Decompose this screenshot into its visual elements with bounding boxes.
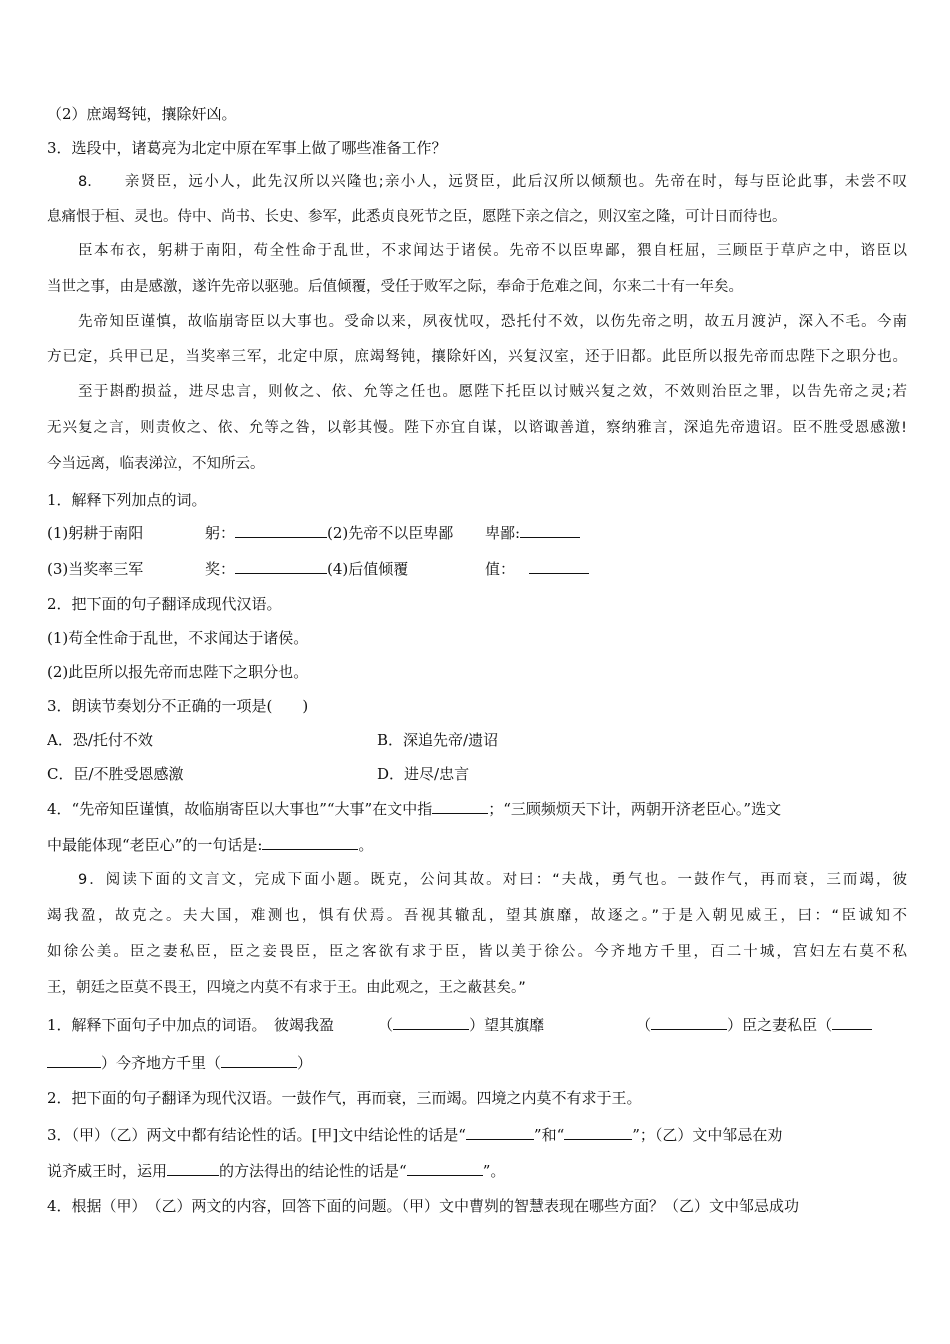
q9-q3-blank-3[interactable] — [167, 1160, 219, 1176]
q8-q1-item-b-word: 卑鄙: — [485, 524, 521, 542]
q8-q1-b-blank[interactable] — [520, 522, 580, 538]
q8-para2-line1: 臣本布衣，躬耕于南阳，苟全性命于乱世，不求闻达于诸侯。先帝不以臣卑鄙，猥自枉屈，三顾臣于草庐之中，谘臣以 — [78, 243, 907, 259]
q8-para1-line2: 息痛恨于桓、灵也。侍中、尚书、长史、参军，此悉贞良死节之臣，愿陛下亲之信之，则汉室之隆，可计日而待也。 — [47, 209, 787, 225]
q8-question-4-line2 — [47, 834, 907, 855]
q8-para2-line2: 当世之事，由是感激，遂许先帝以驱驰。后值倾覆，受任于败军之际，奉命于危难之间，尔来二十有一年矣。 — [47, 279, 743, 295]
q9-q3-blank-4[interactable] — [407, 1160, 483, 1176]
q9-q1-text-c: ）臣之妻私臣（ — [727, 1016, 833, 1034]
q8-q1-item-d: (4)后值倾覆 — [327, 560, 409, 578]
q9-q3-text-e: 的方法得出的结论性的话是“ — [219, 1162, 407, 1180]
q8-q1-row2 — [47, 558, 907, 579]
q8-q1-item-d-word: 值： — [485, 560, 516, 578]
q8-q1-item-c: (3)当奖率三军 — [47, 560, 144, 578]
q9-q3-text-c: ”；（乙）文中邹忌在劝 — [632, 1126, 783, 1144]
q8-q3-option-b[interactable]: B．深追先帝/遗诏 — [377, 731, 499, 749]
q8-para3-line2: 方已定，兵甲已足，当奖率三军，北定中原，庶竭驽钝，攘除奸凶，兴复汉室，还于旧都。此臣所以报先帝而忠陛下之职分也。 — [47, 349, 907, 365]
q8-q1-a-blank[interactable] — [235, 522, 327, 538]
q8-q4-text-a: 4．“先帝知臣谨慎，故临崩寄臣以大事也”“大事”在文中指 — [47, 800, 433, 818]
q9-q1-blank-4[interactable] — [221, 1052, 297, 1068]
q9-q3-text-b: ”和“ — [533, 1126, 565, 1144]
q9-q1-text-b: ）望其旗靡 — [469, 1016, 545, 1034]
q9-q1-blank-3b[interactable] — [47, 1052, 101, 1068]
q8-q3-option-d[interactable]: D．进尽/忠言 — [377, 765, 470, 783]
q8-q1-row1 — [47, 522, 907, 543]
q8-para3-line1: 先帝知臣谨慎，故临崩寄臣以大事也。受命以来，夙夜忧叹，恐托付不效，以伤先帝之明，故五月渡泸，深入不毛。今南 — [78, 314, 907, 330]
q8-q4-text-b: ；“三顾频烦天下计，两朝开济老臣心。”选文 — [488, 800, 782, 818]
q9-q3-text-f: ”。 — [482, 1162, 506, 1180]
q8-q4-blank-1[interactable] — [432, 798, 488, 814]
q9-question-1-line2 — [47, 1052, 907, 1073]
q9-question-1-line1 — [47, 1014, 907, 1035]
q8-para4-line3: 今当远离，临表涕泣，不知所云。 — [47, 456, 265, 472]
prev-item-2: （2）庶竭驽钝，攘除奸凶。 — [47, 105, 237, 123]
q8-q1-d-blank[interactable] — [529, 558, 589, 574]
q9-question-3-line1 — [47, 1124, 907, 1145]
q9-q1-blank-2[interactable] — [651, 1014, 727, 1030]
q9-q3-blank-2[interactable] — [564, 1124, 632, 1140]
q8-q2-sentence-2: (2)此臣所以报先帝而忠陛下之职分也。 — [47, 663, 309, 681]
q9-q1-text-d: ）今齐地方千里（ — [101, 1054, 222, 1072]
q9-q1-text-a: 1．解释下面句子中加点的词语。 彼竭我盈 — [47, 1016, 335, 1034]
q9-question-2: 2．把下面的句子翻译为现代汉语。一鼓作气，再而衰，三而竭。四境之内莫不有求于王。 — [47, 1089, 642, 1107]
q9-q1-blank-3a[interactable] — [832, 1014, 872, 1030]
q8-q1-item-c-word: 奖： — [205, 560, 236, 578]
q8-question-4-line1 — [47, 798, 907, 819]
q9-q3-text-a: 3．（甲）（乙）两文中都有结论性的话。[甲]文中结论性的话是“ — [47, 1126, 466, 1144]
q8-q2-sentence-1: (1)苟全性命于乱世，不求闻达于诸侯。 — [47, 629, 309, 647]
q8-q1-item-a: (1)躬耕于南阳 — [47, 524, 144, 542]
q9-q1-paren-1-open: （ — [378, 1016, 394, 1034]
q9-q1-blank-1[interactable] — [393, 1014, 469, 1030]
q8-q1-c-blank[interactable] — [235, 558, 327, 574]
prev-question-3: 3．选段中，诸葛亮为北定中原在军事上做了哪些准备工作？ — [47, 139, 447, 157]
q9-q3-text-d: 说齐威王时，运用 — [47, 1162, 168, 1180]
q8-q4-text-d: 。 — [358, 836, 374, 854]
q8-q4-text-c: 中最能体现“老臣心”的一句话是: — [47, 836, 263, 854]
q8-q1-item-b: (2)先帝不以臣卑鄙 — [327, 524, 454, 542]
q8-q4-blank-2[interactable] — [262, 834, 358, 850]
q8-question-1: 1．解释下列加点的词。 — [47, 491, 207, 509]
q9-q1-text-e: ） — [297, 1054, 313, 1072]
q8-q3-option-c[interactable]: C．臣/不胜受恩感激 — [47, 765, 184, 783]
q9-intro-line3: 如徐公美。臣之妻私臣，臣之妾畏臣，臣之客欲有求于臣，皆以美于徐公。今齐地方千里，百二十城，宫妇左右莫不私 — [47, 944, 907, 960]
q9-intro-line1: 9．阅读下面的文言文，完成下面小题。既克，公问其故。对曰：“夫战，勇气也。一鼓作气，再而衰，三而竭，彼 — [78, 872, 907, 888]
q9-q1-paren-2-open: （ — [636, 1016, 652, 1034]
q8-q1-item-a-word: 躬： — [205, 524, 236, 542]
q9-question-4: 4．根据（甲） （乙）两文的内容，回答下面的问题。（甲）文中曹刿的智慧表现在哪些方面？（乙）文中邹忌成功 — [47, 1197, 800, 1215]
q8-question-2: 2．把下面的句子翻译成现代汉语。 — [47, 595, 282, 613]
q8-para4-line2: 无兴复之言，则责攸之、依、允等之咎，以彰其慢。陛下亦宜自谋，以谘诹善道，察纳雅言，深追先帝遗诏。臣不胜受恩感激! — [47, 420, 907, 436]
q9-q3-blank-1[interactable] — [466, 1124, 534, 1140]
q9-question-3-line2 — [47, 1160, 907, 1181]
q8-q3-row1 — [47, 730, 907, 750]
q8-para4-line1: 至于斟酌损益，进尽忠言，则攸之、依、允等之任也。愿陛下托臣以讨贼兴复之效，不效则治臣之罪，以告先帝之灵;若 — [78, 384, 907, 400]
q9-intro-line4: 王，朝廷之臣莫不畏王，四境之内莫不有求于王。由此观之，王之蔽甚矣。” — [47, 980, 526, 996]
q8-question-3: 3．朗读节奏划分不正确的一项是( ) — [47, 697, 309, 715]
q8-para1-line1: 8. 亲贤臣，远小人，此先汉所以兴隆也;亲小人，远贤臣，此后汉所以倾颓也。先帝在时，每与臣论此事，未尝不叹 — [78, 174, 907, 190]
q8-q3-option-a[interactable]: A．恐/托付不效 — [47, 731, 153, 749]
q8-q3-row2 — [47, 764, 907, 784]
q9-intro-line2: 竭我盈，故克之。夫大国，难测也，惧有伏焉。吾视其辙乱，望其旗靡，故逐之。”于是入朝见威王，曰：“臣诚知不 — [47, 908, 907, 924]
